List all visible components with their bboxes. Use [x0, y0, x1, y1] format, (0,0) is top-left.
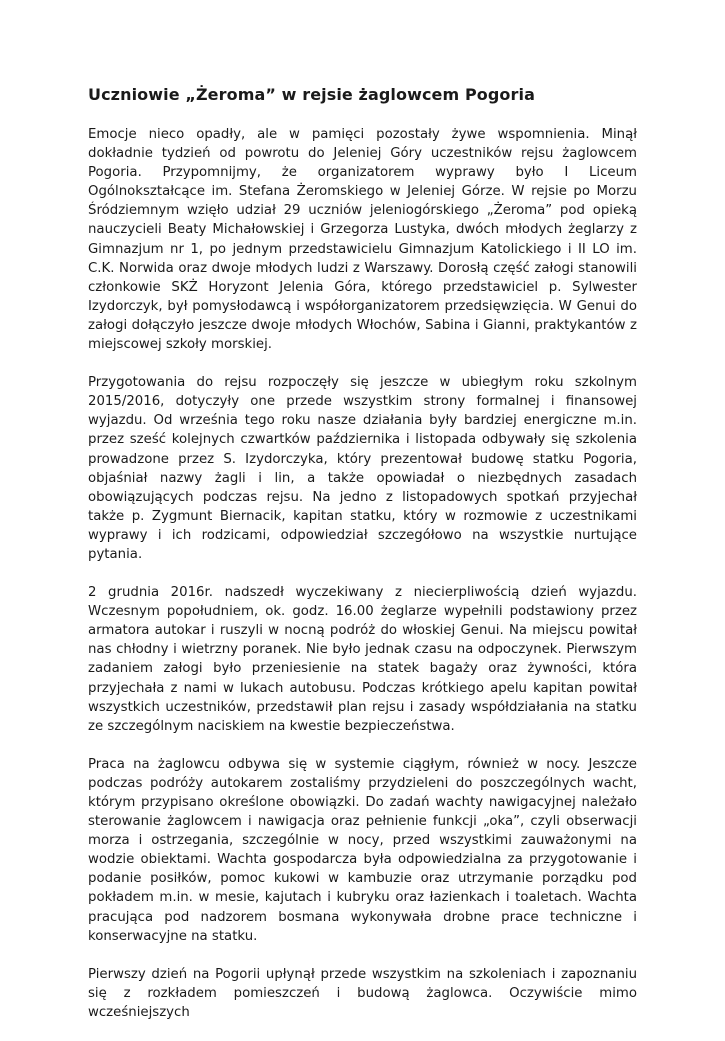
paragraph-3: 2 grudnia 2016r. nadszedł wyczekiwany z niecierpliwością dzień wyjazdu. Wczesnym popołudniem, ok. godz. 16.00 żeglarze wypełnili podstawiony przez armatora autokar i ruszyli w nocną podróż do włoskiej Genui. Na miejscu powitał nas chłodny i wietrzny poranek. Nie było jednak czasu na odpoczynek. Pierwszym zadaniem załogi było przeniesienie na statek bagaży oraz żywności, która przyjechała z nami w lukach autobusu. Podczas krótkiego apelu kapitan powitał wszystkich uczestników, przedstawił plan rejsu i zasady współdziałania na statku ze szczególnym naciskiem na kwestie bezpieczeństwa.: [88, 585, 637, 734]
paragraph-1: Emocje nieco opadły, ale w pamięci pozostały żywe wspomnienia. Minął dokładnie tydzień od powrotu do Jeleniej Góry uczestników rejsu żaglowcem Pogoria. Przypomnijmy, że organizatorem wyprawy było I Liceum Ogólnokształcące im. Stefana Żeromskiego w Jeleniej Górze. W rejsie po Morzu Śródziemnym wzięło udział 29 uczniów jeleniogórskiego „Żeroma” pod opieką nauczycieli Beaty Michałowskiej i Grzegorza Lustyka, dwóch młodych żeglarzy z Gimnazjum nr 1, po jednym przedstawicielu Gimnazjum Katolickiego i II LO im. C.K. Norwida oraz dwoje młodych ludzi z Warszawy. Dorosłą część załogi stanowili członkowie SKŻ Horyzont Jelenia Góra, którego przedstawiciel p. Sylwester Izydorczyk, był pomysłodawcą i współorganizatorem przedsięwzięcia. W Genui do załogi dołączyło jeszcze dwoje młodych Włochów, Sabina i Gianni, praktykantów z miejscowej szkoły morskiej.: [88, 127, 637, 353]
document-page: [88, 84, 637, 1041]
paragraph-5: Pierwszy dzień na Pogorii upłynął przede wszystkim na szkoleniach i zapoznaniu się z rozkładem pomieszczeń i budową żaglowca. Oczywiście mimo wcześniejszych: [88, 966, 637, 1020]
article-title: Uczniowie „Żeroma” w rejsie żaglowcem Pogoria: [88, 85, 535, 104]
paragraph-2: Przygotowania do rejsu rozpoczęły się jeszcze w ubiegłym roku szkolnym 2015/2016, dotyczyły one przede wszystkim strony formalnej i finansowej wyjazdu. Od września tego roku nasze działania były bardziej energiczne m.in. przez sześć kolejnych czwartków października i listopada odbywały się szkolenia prowadzone przez S. Izydorczyka, który prezentował budowę statku Pogoria, objaśniał nazwy żagli i lin, a także opowiadał o niezbędnych zasadach obowiązujących podczas rejsu. Na jedno z listopadowych spotkań przyjechał także p. Zygmunt Biernacik, kapitan statku, który w rozmowie z uczestnikami wyprawy i ich rodzicami, odpowiedział szczegółowo na wszystkie nurtujące pytania.: [88, 375, 637, 562]
paragraph-4: Praca na żaglowcu odbywa się w systemie ciągłym, również w nocy. Jeszcze podczas podróży autokarem zostaliśmy przydzieleni do poszczególnych wacht, którym przypisano określone obowiązki. Do zadań wachty nawigacyjnej należało sterowanie żaglowcem i nawigacja oraz pełnienie funkcji „oka”, czyli obserwacji morza i ostrzegania, szczególnie w nocy, przed wszystkimi zauważonymi na wodzie obiektami. Wachta gospodarcza była odpowiedzialna za przygotowanie i podanie posiłków, pomoc kukowi w kambuzie oraz utrzymanie porządku pod pokładem m.in. w mesie, kajutach i kubryku oraz łazienkach i toaletach. Wachta pracująca pod nadzorem bosmana wykonywała drobne prace techniczne i konserwacyjne na statku.: [88, 756, 637, 944]
